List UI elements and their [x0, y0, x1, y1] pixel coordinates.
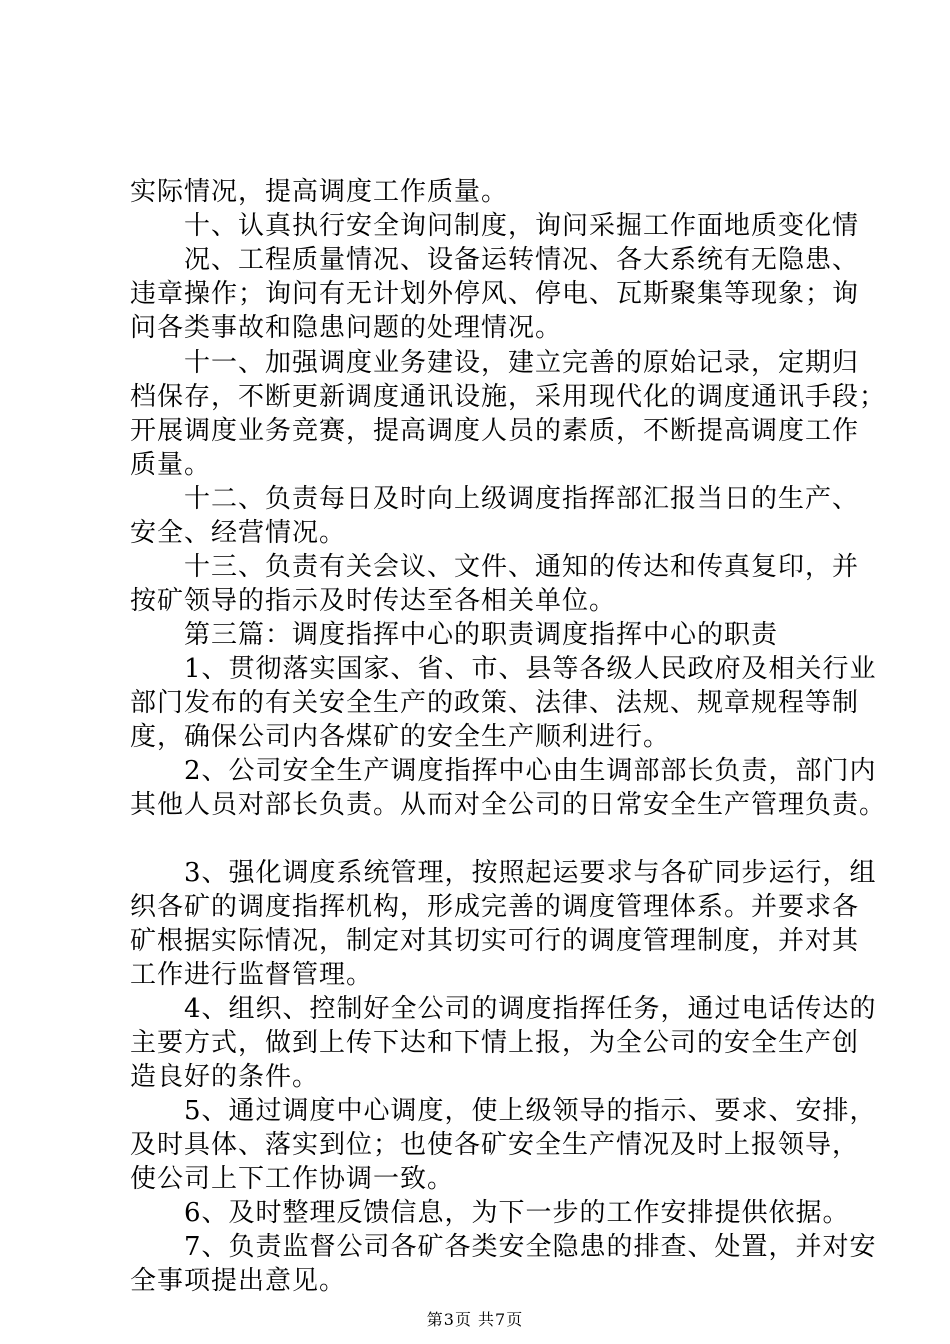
text-line: 十一、加强调度业务建设，建立完善的原始记录，定期归: [130, 348, 860, 378]
text-line: 3、强化调度系统管理，按照起运要求与各矿同步运行，组: [130, 858, 877, 888]
text-line: 十、认真执行安全询问制度，询问采掘工作面地质变化情: [130, 211, 860, 241]
text-line: 开展调度业务竞赛，提高调度人员的素质，不断提高调度工作: [130, 416, 860, 446]
section-heading: 第三篇：调度指挥中心的职责调度指挥中心的职责: [130, 620, 779, 650]
text-line: 违章操作；询问有无计划外停风、停电、瓦斯聚集等现象；询: [130, 279, 860, 309]
text-line: 织各矿的调度指挥机构，形成完善的调度管理体系。并要求各: [130, 892, 860, 922]
text-line: 5、通过调度中心调度，使上级领导的指示、要求、安排，: [130, 1096, 877, 1126]
text-line: 安全、经营情况。: [130, 518, 347, 548]
text-line: 问各类事故和隐患问题的处理情况。: [130, 313, 563, 343]
text-line: 工作进行监督管理。: [130, 960, 374, 990]
text-line: 实际情况，提高调度工作质量。: [130, 177, 509, 207]
text-line: 况、工程质量情况、设备运转情况、各大系统有无隐患、: [130, 245, 860, 275]
text-line: 档保存，不断更新调度通讯设施，采用现代化的调度通讯手段；: [130, 382, 887, 412]
page-footer: 第3页 共7页: [426, 1310, 524, 1329]
text-line: 部门发布的有关安全生产的政策、法律、法规、规章规程等制: [130, 688, 860, 718]
text-line: 按矿领导的指示及时传达至各相关单位。: [130, 586, 617, 616]
text-line: 2、公司安全生产调度指挥中心由生调部部长负责，部门内: [130, 756, 877, 786]
text-line: 7、负责监督公司各矿各类安全隐患的排查、处置，并对安: [130, 1232, 877, 1262]
text-line: 全事项提出意见。: [130, 1266, 347, 1296]
text-line: 十三、负责有关会议、文件、通知的传达和传真复印，并: [130, 552, 860, 582]
text-line: 其他人员对部长负责。从而对全公司的日常安全生产管理负责。: [130, 790, 887, 820]
text-line: 主要方式，做到上传下达和下情上报，为全公司的安全生产创: [130, 1028, 860, 1058]
text-line: 使公司上下工作协调一致。: [130, 1164, 455, 1194]
text-line: 质量。: [130, 450, 212, 480]
text-line: 十二、负责每日及时向上级调度指挥部汇报当日的生产、: [130, 484, 860, 514]
text-line: 造良好的条件。: [130, 1062, 320, 1092]
text-line: 度，确保公司内各煤矿的安全生产顺利进行。: [130, 722, 671, 752]
text-line: 及时具体、落实到位；也使各矿安全生产情况及时上报领导，: [130, 1130, 860, 1160]
text-line: 4、组织、控制好全公司的调度指挥任务，通过电话传达的: [130, 994, 877, 1024]
text-line: 1、贯彻落实国家、省、市、县等各级人民政府及相关行业: [130, 654, 877, 684]
text-line: 矿根据实际情况，制定对其切实可行的调度管理制度，并对其: [130, 926, 860, 956]
text-line: 6、及时整理反馈信息，为下一步的工作安排提供依据。: [130, 1198, 850, 1228]
